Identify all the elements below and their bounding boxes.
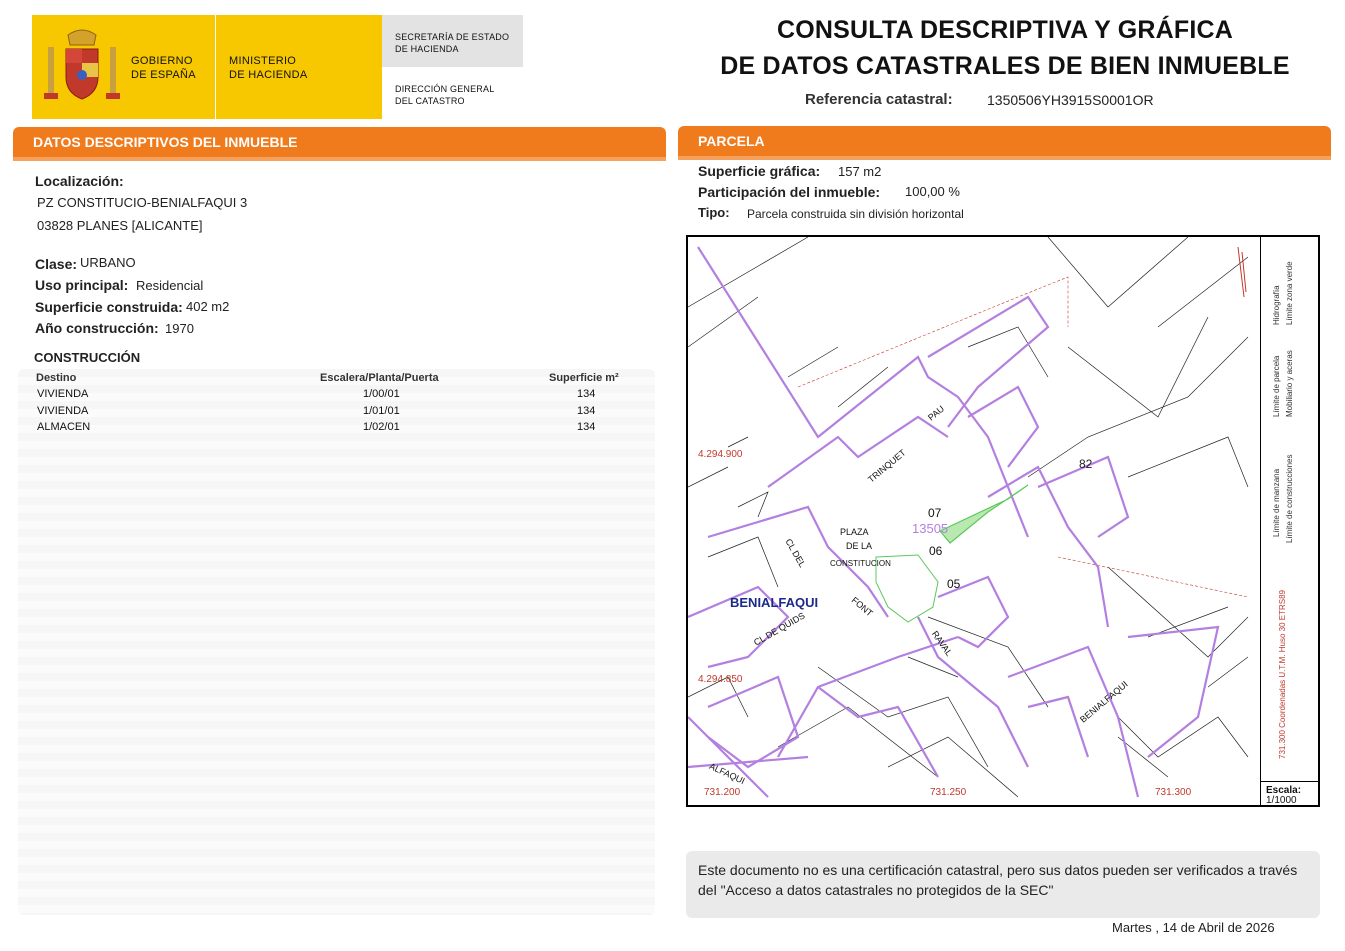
legend-mobiliario: Mobiliario y aceras [1285, 350, 1294, 417]
logo-separator [215, 15, 216, 119]
ministerio-line1: MINISTERIO [229, 55, 297, 67]
table-row-1-superficie: 134 [577, 388, 596, 400]
gobierno-text [131, 54, 196, 82]
num-05: 05 [947, 577, 961, 591]
street-pau: PAU [926, 403, 947, 423]
clase-value: URBANO [80, 255, 136, 270]
escala-label: Escala: [1266, 785, 1302, 796]
gobierno-line2: DE ESPAÑA [131, 69, 196, 81]
escala-value: 1/1000 [1266, 795, 1297, 806]
legend-scale-divider [1260, 781, 1320, 782]
superficie-grafica-label: Superficie gráfica: [698, 163, 821, 179]
street-trinquet: TRINQUET [866, 447, 908, 485]
ministerio-text [229, 54, 307, 82]
plaza-line3: CONSTITUCION [830, 559, 891, 568]
coat-of-arms-icon [44, 27, 120, 107]
legend-divider [1260, 237, 1261, 805]
page-title-line1: CONSULTA DESCRIPTIVA Y GRÁFICA [776, 16, 1234, 44]
street-benialfaqui: BENIALFAQUI [1078, 679, 1130, 725]
table-header-escalera: Escalera/Planta/Puerta [320, 372, 439, 384]
tipo-label: Tipo: [698, 205, 730, 220]
construccion-title: CONSTRUCCIÓN [34, 350, 141, 365]
table-row-1-destino: VIVIENDA [37, 388, 89, 400]
coord-y1: 4.294.900 [698, 449, 743, 460]
anio-label: Año construcción: [35, 320, 159, 336]
secretaria-line2: DE HACIENDA [395, 44, 459, 54]
street-alfaqui: ALFAQUI [707, 761, 747, 787]
legend-coord-note: 731.300 Coordenadas U.T.M. Huso 30 ETRS89 [1278, 590, 1287, 759]
table-row-2-escalera: 1/01/01 [363, 405, 400, 417]
ref-catastral-value: 1350506YH3915S0001OR [987, 92, 1154, 108]
legend-parcela: Límite de parcela [1272, 355, 1281, 417]
clase-label: Clase: [35, 256, 78, 272]
num-06: 06 [929, 544, 943, 558]
participacion-label: Participación del inmueble: [698, 184, 881, 200]
anio-value: 1970 [165, 321, 194, 336]
section-bar-descriptivos [13, 127, 666, 157]
section-bar-underline [13, 157, 666, 161]
street-del: CL DEL [783, 537, 808, 570]
table-row-3-escalera: 1/02/01 [363, 421, 400, 433]
table-row-2-destino: VIVIENDA [37, 405, 89, 417]
section-title-descriptivos: DATOS DESCRIPTIVOS DEL INMUEBLE [33, 134, 298, 150]
superficie-value: 402 m2 [186, 299, 230, 314]
coord-y2: 4.294.850 [698, 674, 743, 685]
section-title-parcela: PARCELA [698, 133, 765, 149]
direccion-line1: DIRECCIÓN GENERAL [395, 84, 495, 94]
legend-verde: Límite zona verde [1285, 261, 1294, 325]
coord-x2: 731.250 [930, 787, 967, 798]
participacion-value: 100,00 % [905, 184, 960, 199]
notice-box: Este documento no es una certificación catastral, pero sus datos pueden ser verificados a través del "Acceso a datos catastrales no protegidos de la SEC" [686, 851, 1320, 918]
coord-x1: 731.200 [704, 787, 741, 798]
plaza-line2: DE LA [846, 541, 873, 551]
tipo-value: Parcela construida sin división horizontal [747, 207, 964, 221]
section-bar-parcela-underline [678, 156, 1331, 160]
table-row-3-superficie: 134 [577, 421, 596, 433]
date-label: Martes , 14 de Abril de 2026 [1112, 920, 1275, 935]
parcel-ref-label: 13505 [912, 521, 949, 536]
street-font: FONT [849, 595, 875, 619]
localizacion-line2: 03828 PLANES [ALICANTE] [37, 218, 203, 233]
cadastral-map [686, 235, 1320, 807]
superficie-label: Superficie construida: [35, 299, 183, 315]
plaza-line1: PLAZA [840, 527, 869, 537]
town-label: BENIALFAQUI [730, 595, 819, 610]
secretaria-text [395, 31, 509, 55]
gobierno-line1: GOBIERNO [131, 55, 193, 67]
table-row-3-destino: ALMACEN [37, 421, 91, 433]
table-row-2-superficie: 134 [577, 405, 596, 417]
legend-hidrografia: Hidrografía [1272, 285, 1281, 325]
map-canvas [688, 237, 1318, 805]
parcel-82-label: 82 [1079, 457, 1093, 471]
ref-catastral-label: Referencia catastral: [805, 91, 953, 108]
localizacion-line1: PZ CONSTITUCIO-BENIALFAQUI 3 [37, 195, 248, 210]
coord-x3: 731.300 [1155, 787, 1192, 798]
section-bar-parcela [678, 126, 1331, 156]
num-07: 07 [928, 506, 942, 520]
secretaria-line1: SECRETARÍA DE ESTADO [395, 32, 510, 42]
page-title-line2: DE DATOS CATASTRALES DE BIEN INMUEBLE [720, 52, 1290, 80]
table-header-destino: Destino [36, 372, 77, 384]
ministerio-line2: DE HACIENDA [229, 69, 308, 81]
street-quids: CL DE QUIDS [752, 610, 807, 648]
table-row-1-escalera: 1/00/01 [363, 388, 400, 400]
construccion-table [18, 369, 655, 915]
uso-label: Uso principal: [35, 277, 129, 293]
direccion-line2: DEL CATASTRO [395, 96, 465, 106]
uso-value: Residencial [136, 278, 204, 293]
table-header-superficie: Superficie m² [549, 372, 619, 384]
legend-construcciones: Límite de construcciones [1285, 454, 1294, 543]
street-raval: RAVAL [929, 629, 955, 658]
superficie-grafica-value: 157 m2 [838, 164, 882, 179]
direccion-text [395, 83, 494, 107]
legend-manzana: Límite de manzana [1272, 468, 1281, 537]
localizacion-label: Localización: [35, 173, 124, 189]
